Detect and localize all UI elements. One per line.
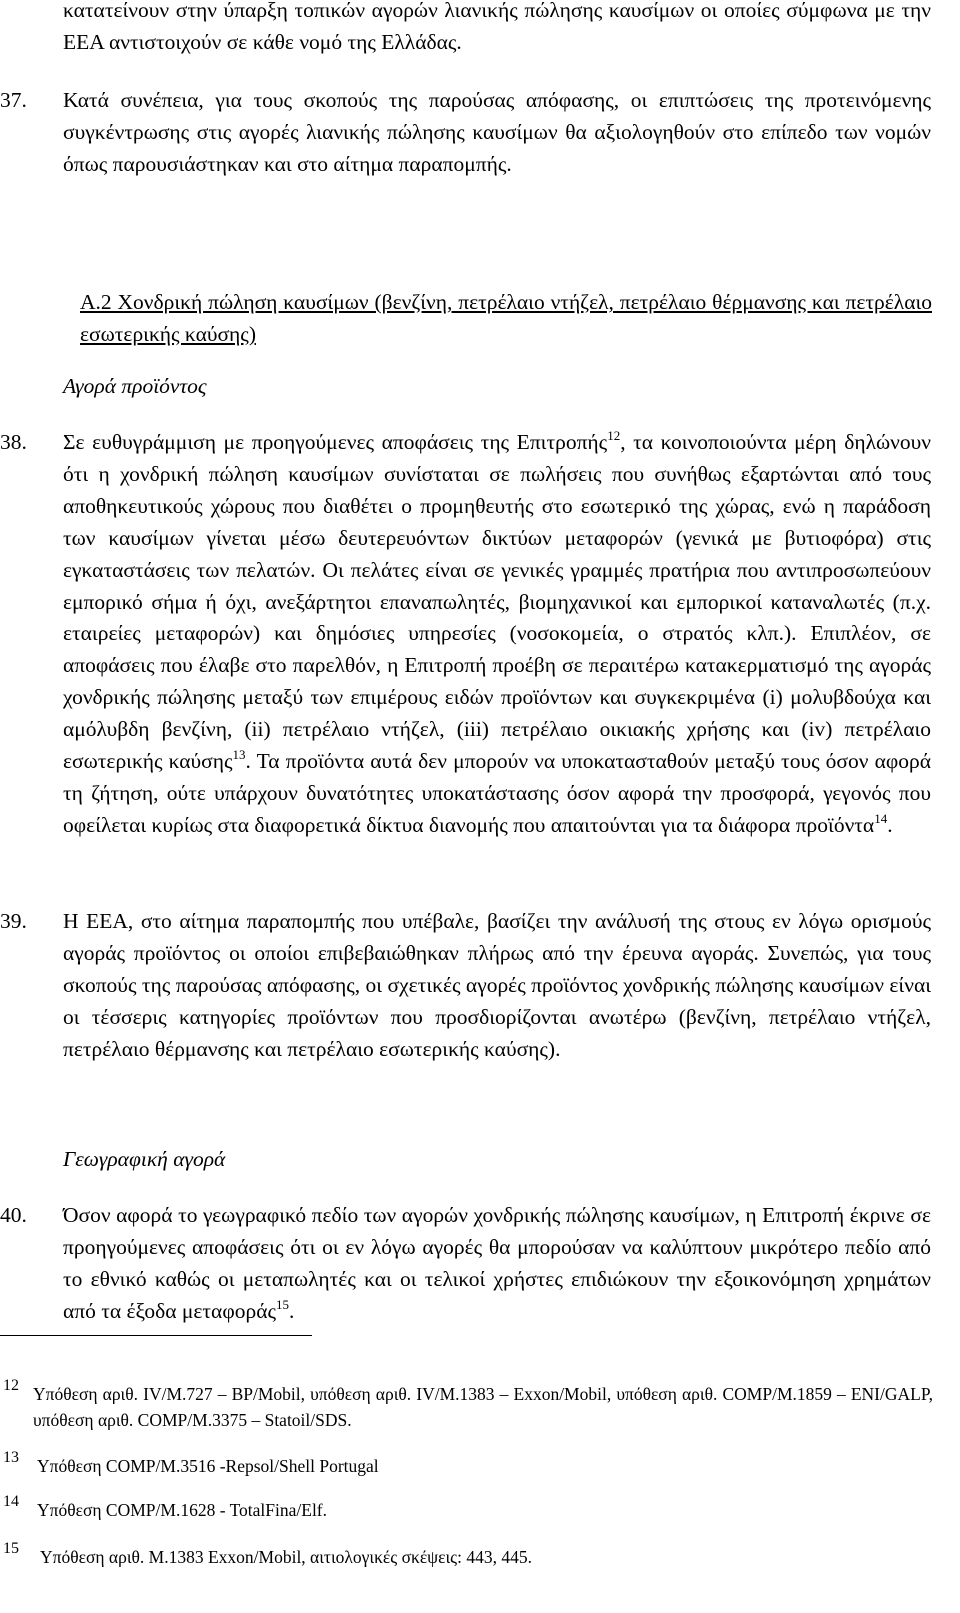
paragraph-36-continuation: κατατείνουν στην ύπαρξη τοπικών αγορών λιανικής πώλησης καυσίμων οι οποίες σύμφωνα με την ΕΕΑ αντιστοιχούν σε κάθε νομό της Ελλάδας. xyxy=(63,0,931,54)
footnote-ref-15: 15 xyxy=(275,1296,289,1312)
paragraph-number-37: 37. xyxy=(0,88,27,112)
footnote-ref-13: 13 xyxy=(232,747,246,763)
footnote-text: Υπόθεση αριθ. M.1383 Exxon/Mobil, αιτιολογικές σκέψεις: 443, 445. xyxy=(40,1547,532,1567)
paragraph-number-38: 38. xyxy=(0,430,27,454)
paragraph-40-text: Όσον αφορά το γεωγραφικό πεδίο των αγορών χονδρικής πώλησης καυσίμων, η Επιτροπή έκρινε σε προηγούμενες αποφάσεις ότι οι εν λόγω αγορές θα μπορούσαν να καλύπτουν μικρότερο πεδίο από το εθνικό καθώς οι μεταπωλητές και οι τελικοί χρήστες επιδιώκουν την εξοικονόμηση χρημάτων από τα έξοδα μεταφοράς xyxy=(63,1203,931,1323)
paragraph-38-text: Σε ευθυγράμμιση με προηγούμενες αποφάσεις της Επιτροπής xyxy=(63,430,608,454)
footnote-ref-12: 12 xyxy=(607,428,621,443)
footnote-ref-14: 14 xyxy=(874,810,888,826)
paragraph-39: Η ΕΕΑ, στο αίτημα παραπομπής που υπέβαλε, βασίζει την ανάλυσή της στους εν λόγω ορισμούς αγοράς προϊόντος οι οποίοι επιβεβαιώθηκαν πλήρως από την έρευνα αγοράς. Συνεπώς, για τους σκοπούς της παρούσας απόφασης, οι σχετικές αγορές προϊόντος χονδρικής πώλησης καυσίμων είναι οι τέσσερις κατηγορίες προϊόντων που προσδιορίζονται ανωτέρω (βενζίνη, πετρέλαιο ντήζελ, πετρέλαιο θέρμανσης και πετρέλαιο εσωτερικής καύσης). xyxy=(63,909,931,1061)
footnote-text: Υπόθεση αριθ. IV/M.727 – BP/Mobil, υπόθεση αριθ. IV/M.1383 – Exxon/Mobil, υπόθεση αριθ. COMP/M.1859 – ENI/GALP, υπόθεση αριθ. COMP/M.3375 – Statoil/SDS. xyxy=(33,1384,933,1430)
subheading-geographic-market: Γεωγραφική αγορά xyxy=(63,1147,226,1171)
subheading-product-market: Αγορά προϊόντος xyxy=(63,374,207,398)
section-heading-a2: A.2 Χονδρική πώληση καυσίμων (βενζίνη, πετρέλαιο ντήζελ, πετρέλαιο θέρμανσης και πετρέλαιο εσωτερικής καύσης) xyxy=(80,290,932,346)
footnote-text: Υπόθεση COMP/M.1628 - TotalFina/Elf. xyxy=(37,1500,328,1520)
paragraph-38-text: , τα κοινοποιούντα μέρη δηλώνουν ότι η χονδρική πώληση καυσίμων συνίσταται σε πωλήσεις που συνήθως εξαρτώνται από τους αποθηκευτικούς χώρους που διαθέτει ο προμηθευτής στο εσωτερικό της χώρας, ενώ η παράδοση των καυσίμων γίνεται μέσω δευτερευόντων δικτύων μεταφορών (γενικά με βυτιοφόρα) στις εγκαταστάσεις των πελατών. Οι πελάτες είναι σε γενικές γραμμές πρατήρια που αντιπροσωπεύουν εμπορικό σήμα ή όχι, ανεξάρτητοι επαναπωλητές, βιομηχανικοί και εμπορικοί καταναλωτές (π.χ. εταιρείες μεταφορών) και δημόσιες υπηρεσίες (νοσοκομεία, ο στρατός κλπ.). Επιπλέον, σε αποφάσεις που έλαβε στο παρελθόν, η Επιτροπή προέβη σε περαιτέρω κατακερματισμό της αγοράς χονδρικής πώλησης μεταξύ των επιμέρους ειδών προϊόντων και συγκεκριμένα (i) μολυβδούχα και αμόλυβδη βενζίνη, (ii) πετρέλαιο ντήζελ, (iii) πετρέλαιο οικιακής χρήσης και (iv) πετρέλαιο εσωτερικής καύσης xyxy=(63,430,931,774)
paragraph-40-text: . xyxy=(288,1298,295,1323)
paragraph-40 xyxy=(63,1200,931,1328)
paragraph-38-text: . xyxy=(887,812,893,837)
paragraph-38 xyxy=(63,427,931,842)
footnote-number: 14 xyxy=(3,1493,19,1510)
footnote-separator xyxy=(0,1335,312,1336)
footnote-text: Υπόθεση COMP/M.3516 -Repsol/Shell Portugal xyxy=(37,1456,379,1476)
paragraph-38-text: . Τα προϊόντα αυτά δεν μπορούν να υποκατασταθούν μεταξύ τους όσον αφορά τη ζήτηση, ούτε υπάρχουν δυνατότητες υποκατάστασης όσον αφορά την προσφορά, γεγονός που οφείλεται κυρίως στα διαφορετικά δίκτυα διανομής που απαιτούνται για τα διάφορα προϊόντα xyxy=(63,749,931,837)
paragraph-number-39: 39. xyxy=(0,909,27,933)
footnote-number: 13 xyxy=(3,1449,19,1466)
footnote-number: 15 xyxy=(3,1540,19,1557)
footnote-number: 12 xyxy=(3,1377,19,1394)
paragraph-number-40: 40. xyxy=(0,1203,27,1227)
paragraph-37: Κατά συνέπεια, για τους σκοπούς της παρούσας απόφασης, οι επιπτώσεις της προτεινόμενης συγκέντρωσης στις αγορές λιανικής πώλησης καυσίμων θα αξιολογηθούν στο επίπεδο των νομών όπως παρουσιάστηκαν και στο αίτημα παραπομπής. xyxy=(63,88,931,176)
